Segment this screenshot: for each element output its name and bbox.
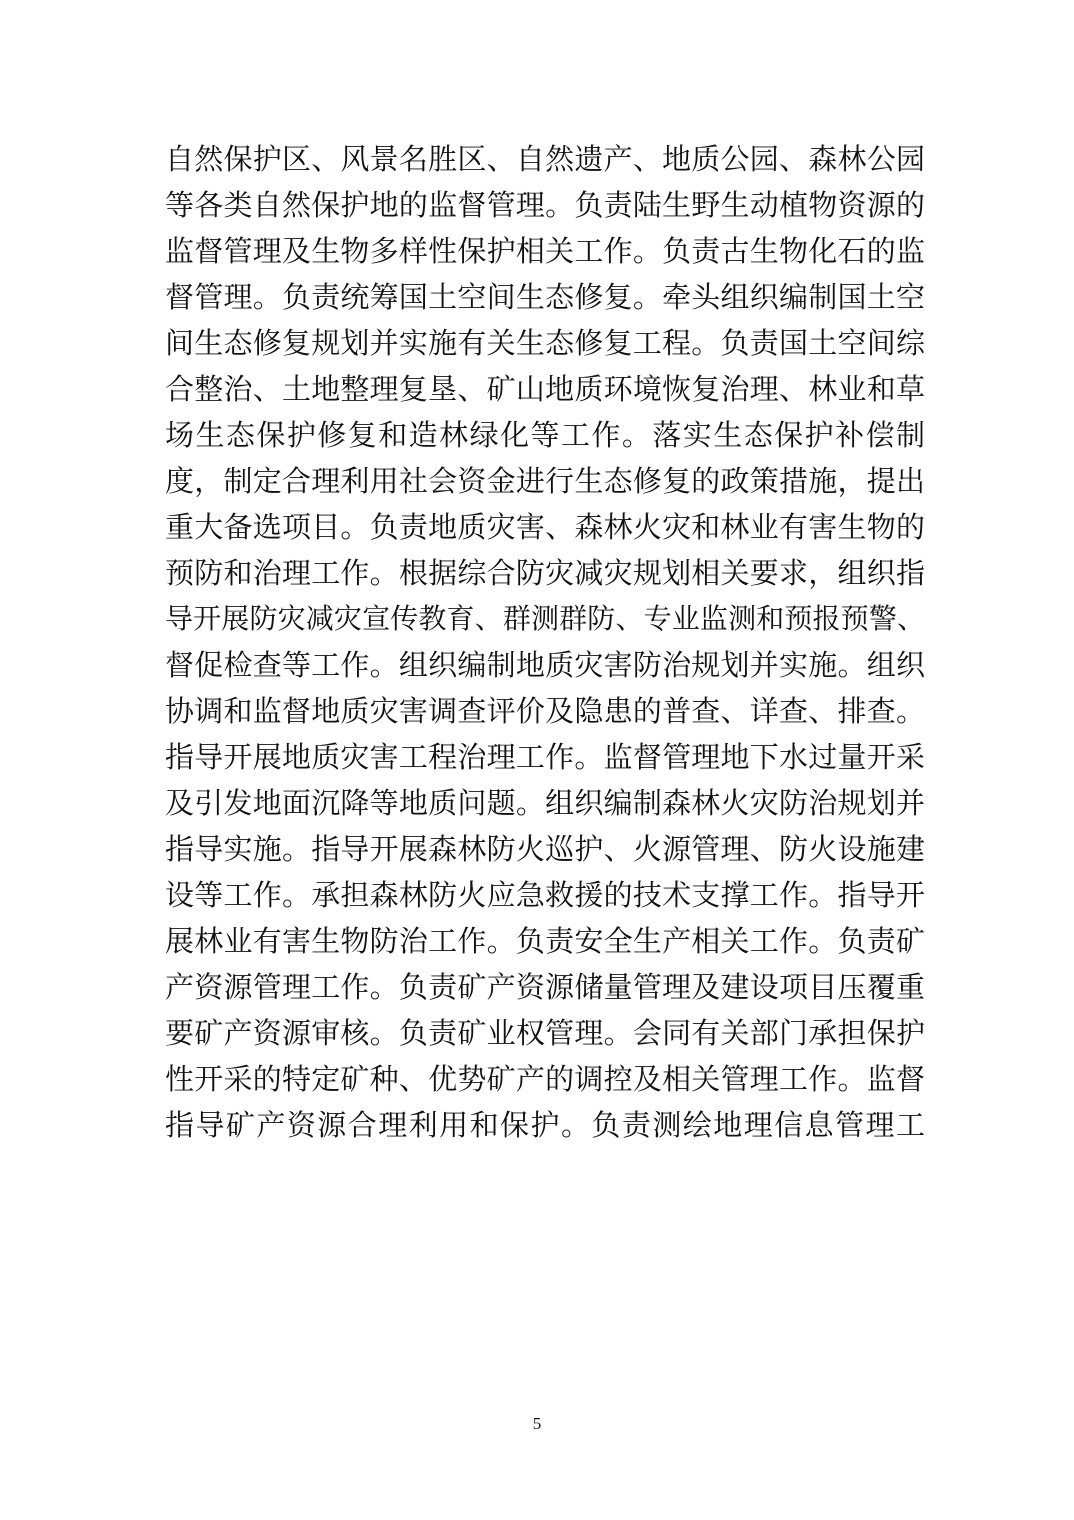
text-line: 及引发地面沉降等地质问题。组织编制森林火灾防治规划并 <box>165 786 925 820</box>
page-number: 5 <box>532 1414 542 1433</box>
text-line: 等各类自然保护地的监督管理。负责陆生野生动植物资源的 <box>165 188 925 222</box>
text-line: 性开采的特定矿种、优势矿产的调控及相关管理工作。监督 <box>165 1062 925 1096</box>
text-line: 场生态保护修复和造林绿化等工作。落实生态保护补偿制 <box>165 418 925 452</box>
text-line: 自然保护区、风景名胜区、自然遗产、地质公园、森林公园 <box>165 142 925 176</box>
text-line: 指导实施。指导开展森林防火巡护、火源管理、防火设施建 <box>165 832 925 866</box>
text-line: 导开展防灾减灾宣传教育、群测群防、专业监测和预报预警、 <box>165 602 925 635</box>
body-text <box>165 136 925 1148</box>
text-line: 间生态修复规划并实施有关生态修复工程。负责国土空间综 <box>165 326 925 360</box>
text-line: 督管理。负责统筹国土空间生态修复。牵头组织编制国土空 <box>165 280 925 314</box>
text-line: 产资源管理工作。负责矿产资源储量管理及建设项目压覆重 <box>165 970 925 1004</box>
text-line: 重大备选项目。负责地质灾害、森林火灾和林业有害生物的 <box>165 510 925 544</box>
text-line: 协调和监督地质灾害调查评价及隐患的普查、详查、排查。 <box>165 694 925 728</box>
text-line: 预防和治理工作。根据综合防灾减灾规划相关要求，组织指 <box>165 556 925 590</box>
text-line: 指导矿产资源合理利用和保护。负责测绘地理信息管理工 <box>165 1108 925 1142</box>
text-line: 要矿产资源审核。负责矿业权管理。会同有关部门承担保护 <box>165 1016 925 1050</box>
text-line: 度，制定合理利用社会资金进行生态修复的政策措施，提出 <box>165 464 925 498</box>
text-line: 监督管理及生物多样性保护相关工作。负责古生物化石的监 <box>165 234 925 268</box>
text-line: 督促检查等工作。组织编制地质灾害防治规划并实施。组织 <box>165 648 925 682</box>
text-line: 指导开展地质灾害工程治理工作。监督管理地下水过量开采 <box>165 740 925 774</box>
text-line: 合整治、土地整理复垦、矿山地质环境恢复治理、林业和草 <box>165 372 925 406</box>
text-line: 展林业有害生物防治工作。负责安全生产相关工作。负责矿 <box>165 924 925 958</box>
text-line: 设等工作。承担森林防火应急救援的技术支撑工作。指导开 <box>165 878 925 912</box>
